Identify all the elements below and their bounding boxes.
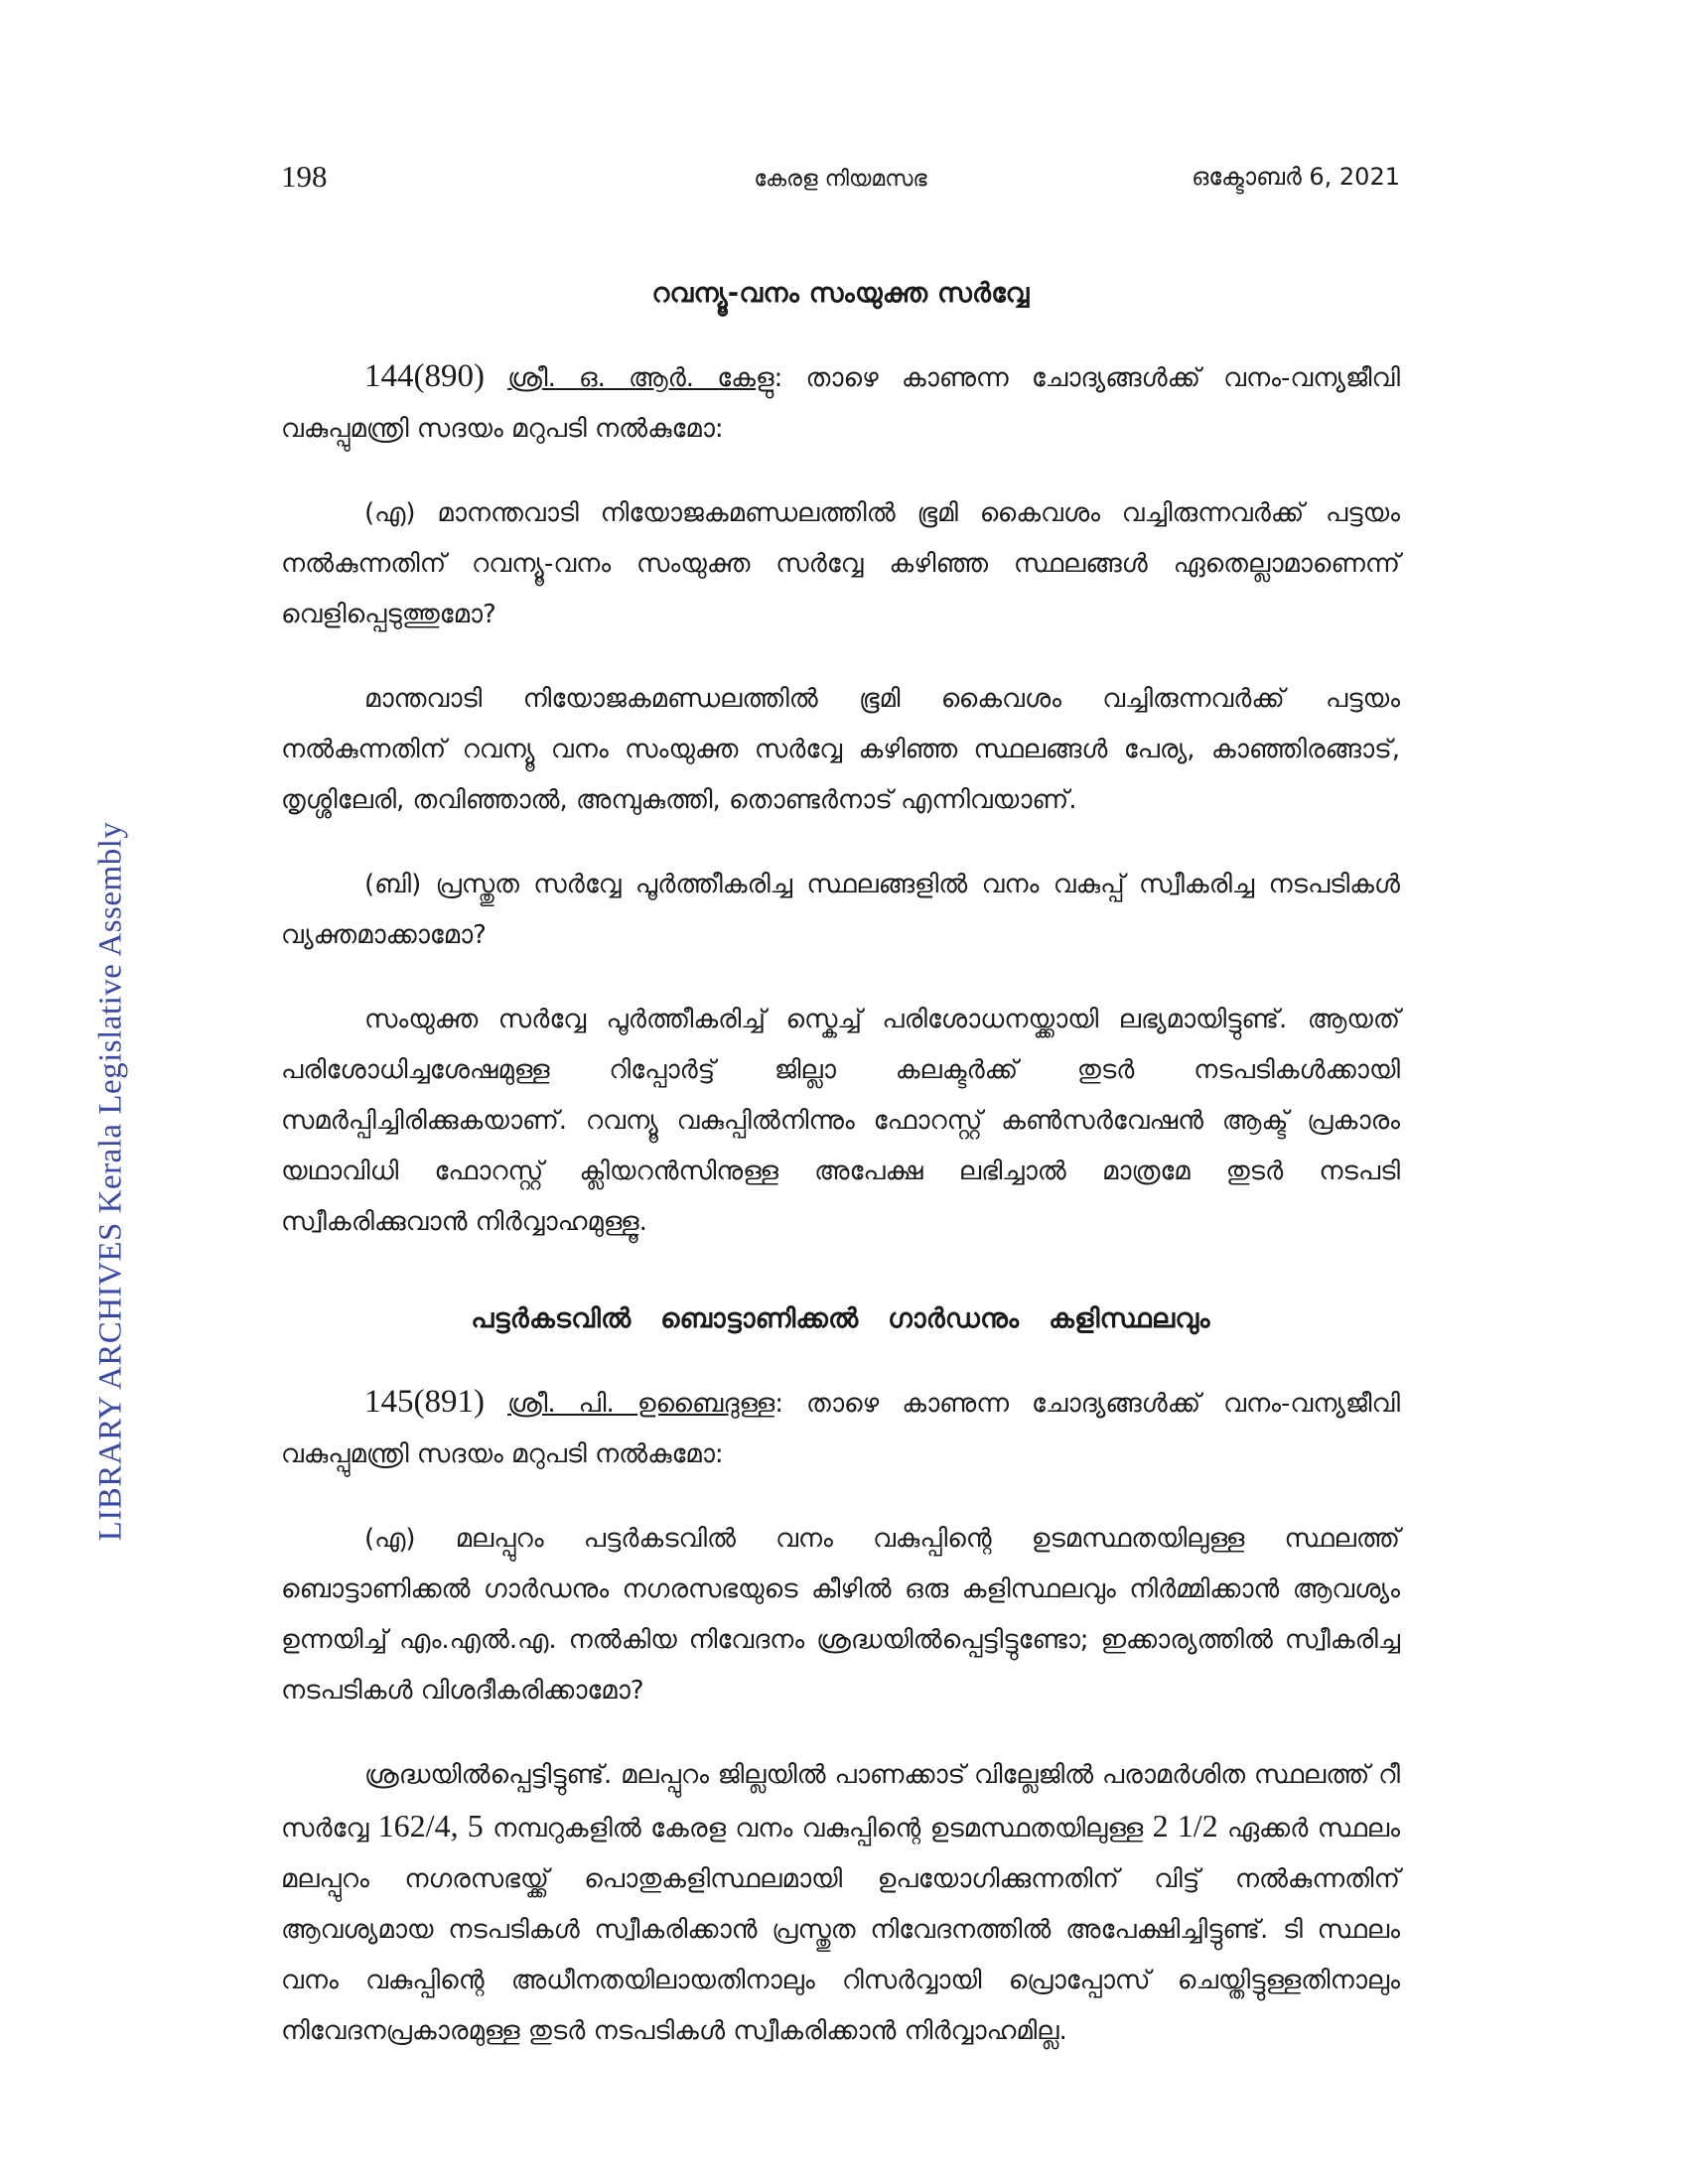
running-header bbox=[281, 159, 1400, 214]
question-144-part-a: (എ) മാനന്തവാടി നിയോജകമണ്ഡലത്തിൽ ഭൂമി കൈവശം വച്ചിരുന്നവർക്ക് പട്ടയം നൽകുന്നതിന് റവന്യൂ-വനം സംയുക്ത സർവ്വേ കഴിഞ്ഞ സ്ഥലങ്ങൾ ഏതെല്ലാമാണെന്ന് വെളിപ്പെടുത്തുമോ? bbox=[281, 498, 1400, 629]
session-date: ഒക്ടോബർ 6, 2021 bbox=[1192, 163, 1400, 191]
answer-145-text-2: നമ്പറുകളിൽ കേരള വനം വകുപ്പിന്റെ ഉടമസ്ഥതയിലുള്ള bbox=[483, 1814, 1153, 1843]
question-145-member: ശ്രീ. പി. ഉബൈദുള്ള bbox=[507, 1389, 775, 1419]
page-number: 198 bbox=[281, 159, 328, 194]
archive-watermark: LIBRARY ARCHIVES Kerala Legislative Assembly bbox=[92, 821, 129, 1542]
answer-145-text-1: ശ്രദ്ധയിൽപ്പെട്ടിട്ടുണ്ട്. മലപ്പുറം ജില്ലയിൽ പാണക്കാട് വില്ലേജിൽ പരാമർശിത സ്ഥലത്ത് റീ സർവ്വേ bbox=[281, 1760, 1400, 1843]
question-145-number: 145(891) bbox=[364, 1384, 485, 1420]
question-145-intro-text: : താഴെ കാണുന്ന ചോദ്യങ്ങൾക്ക് വനം-വന്യജീവി വകുപ്പുമന്ത്രി സദയം മറുപടി നൽകുമോ: bbox=[281, 1389, 1400, 1469]
publication-name: കേരള നിയമസഭ bbox=[754, 167, 927, 192]
question-145-part-a: (എ) മലപ്പുറം പട്ടർകടവിൽ വനം വകുപ്പിന്റെ ഉടമസ്ഥതയിലുള്ള സ്ഥലത്ത് ബൊട്ടാണിക്കൽ ഗാർഡനും നഗരസഭയുടെ കീഴിൽ ഒരു കളിസ്ഥലവും നിർമ്മിക്കാൻ ആവശ്യം ഉന്നയിച്ച് എം.എൽ.എ. നൽകിയ നിവേദനം ശ്രദ്ധയിൽപ്പെട്ടിട്ടുണ്ടോ; ഇക്കാര്യത്തിൽ സ്വീകരിച്ച നടപടികൾ വിശദീകരിക്കാമോ? bbox=[281, 1524, 1400, 1706]
question-144 bbox=[281, 278, 1400, 1248]
question-144-number: 144(890) bbox=[364, 358, 485, 394]
question-145-title: പട്ടർകടവിൽ ബൊട്ടാണിക്കൽ ഗാർഡനും കളിസ്ഥലവും bbox=[471, 1303, 1210, 1334]
question-144-intro-text: : താഴെ കാണുന്ന ചോദ്യങ്ങൾക്ക് വനം-വന്യജീവി വകുപ്പുമന്ത്രി സദയം മറുപടി നൽകുമോ: bbox=[281, 363, 1401, 444]
answer-145-part-a bbox=[281, 1750, 1400, 2057]
question-144-intro bbox=[281, 351, 1400, 455]
answer-144-part-b: സംയുക്ത സർവ്വേ പൂർത്തീകരിച്ച് സ്കെച്ച് പരിശോധനയ്ക്കായി ലഭ്യമായിട്ടുണ്ട്. ആയത് പരിശോധിച്ചശേഷമുള്ള റിപ്പോർട്ട് ജില്ലാ കലക്ടർക്ക് തുടർ നടപടികൾക്കായി സമർപ്പിച്ചിരിക്കുകയാണ്. റവന്യൂ വകുപ്പിൽനിന്നും ഫോറസ്റ്റ് കൺസർവേഷൻ ആക്ട് പ്രകാരം യഥാവിധി ഫോറസ്റ്റ് ക്ലിയറൻസിനുള്ള അപേക്ഷ ലഭിച്ചാൽ മാത്രമേ തുടർ നടപടി സ്വീകരിക്കുവാൻ നിർവ്വാഹമുള്ളൂ. bbox=[281, 1005, 1400, 1237]
survey-number: 162/4, 5 bbox=[377, 1808, 484, 1843]
question-144-title: റവന്യൂ-വനം സംയുക്ത സർവ്വേ bbox=[651, 278, 1030, 309]
question-144-part-b: (ബി) പ്രസ്തുത സർവ്വേ പൂർത്തീകരിച്ച സ്ഥലങ്ങളിൽ വനം വകുപ്പ് സ്വീകരിച്ച നടപടികൾ വ്യക്തമാക്കാമോ? bbox=[281, 870, 1400, 950]
question-145 bbox=[281, 1303, 1400, 2057]
question-144-member: ശ്രീ. ഒ. ആർ. കേളു bbox=[507, 363, 774, 393]
question-145-intro bbox=[281, 1377, 1400, 1480]
document-page bbox=[281, 159, 1400, 2057]
area-acres: 2 1/2 bbox=[1152, 1808, 1218, 1843]
answer-145-text-3: ഏക്കർ സ്ഥലം മലപ്പുറം നഗരസഭയ്ക്ക് പൊതുകളിസ്ഥലമായി ഉപയോഗിക്കുന്നതിന് വിട്ട് നൽകുന്നതിന് ആവശ്യമായ നടപടികൾ സ്വീകരിക്കാൻ പ്രസ്തുത നിവേദനത്തിൽ അപേക്ഷിച്ചിട്ടുണ്ട്. ടി സ്ഥലം വനം വകുപ്പിന്റെ അധീനതയിലായതിനാലും റിസർവ്വായി പ്രൊപ്പോസ് ചെയ്തിട്ടുള്ളതിനാലും നിവേദനപ്രകാരമുള്ള തുടർ നടപടികൾ സ്വീകരിക്കാൻ നിർവ്വാഹമില്ല. bbox=[281, 1814, 1400, 2046]
answer-144-part-a: മാന്തവാടി നിയോജകമണ്ഡലത്തിൽ ഭൂമി കൈവശം വച്ചിരുന്നവർക്ക് പട്ടയം നൽകുന്നതിന് റവന്യൂ വനം സംയുക്ത സർവ്വേ കഴിഞ്ഞ സ്ഥലങ്ങൾ പേര്യ, കാഞ്ഞിരങ്ങാട്, തൃശ്ശിലേരി, തവിഞ്ഞാൽ, അമ്പുകുത്തി, തൊണ്ടർനാട് എന്നിവയാണ്. bbox=[281, 684, 1400, 815]
